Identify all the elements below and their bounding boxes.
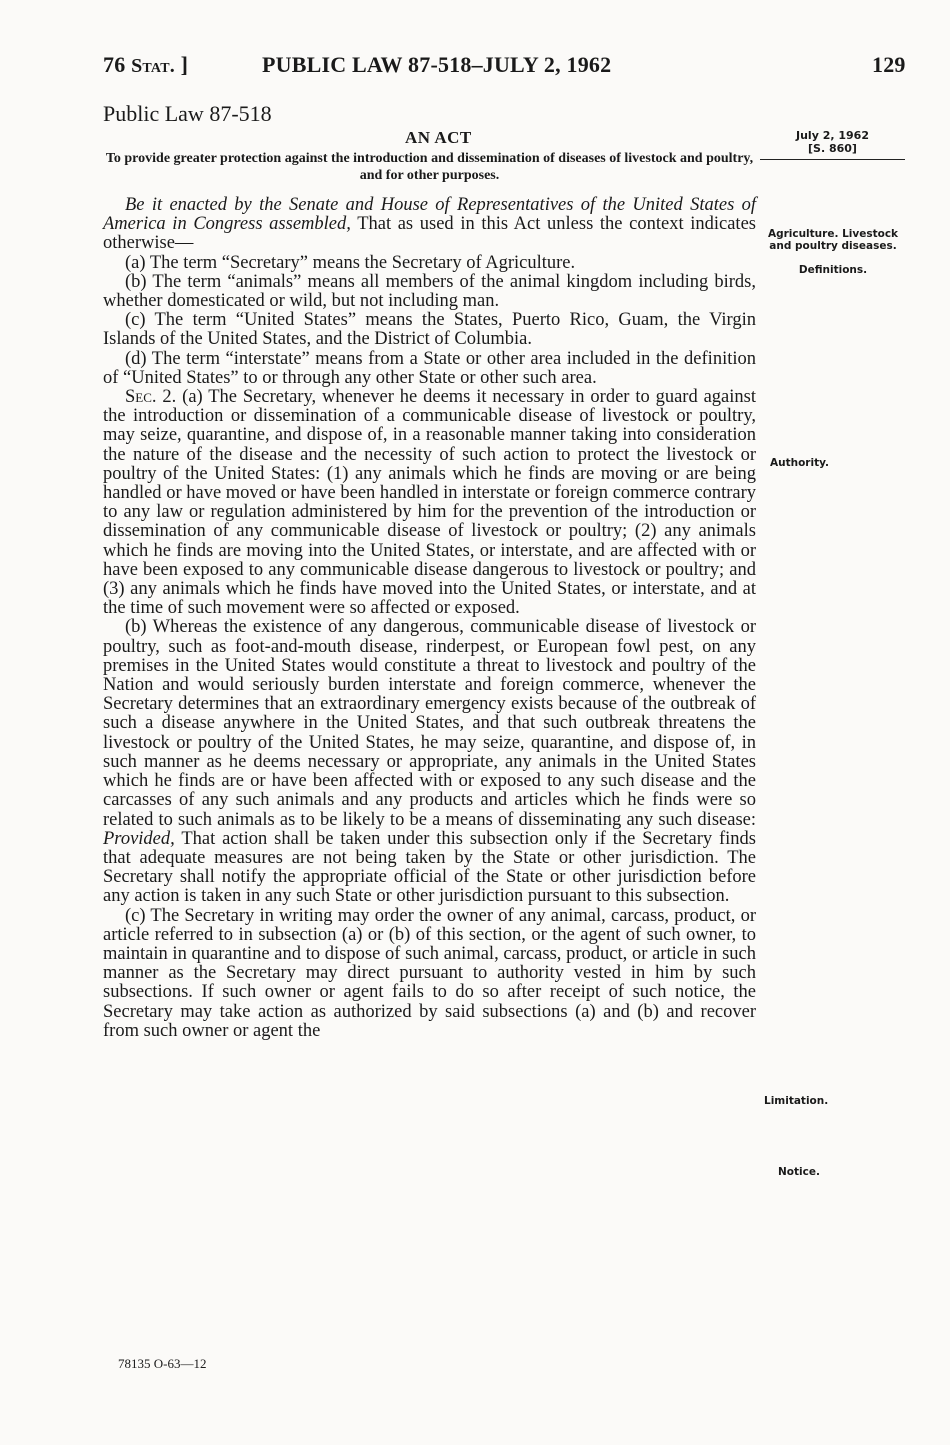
margin-rule [760, 159, 905, 160]
act-heading: AN ACT [405, 128, 472, 147]
print-code: 78135 O-63—12 [118, 1356, 207, 1371]
enacting-rest: That as used in this Act unless the context indicates otherwise— [103, 214, 756, 254]
sidenote-agriculture: Agriculture. Livestock and poultry diseases. [767, 228, 899, 252]
sidenote-authority: Authority. [770, 457, 829, 469]
statute-body [103, 196, 756, 1041]
provided-italic: Provided, [103, 828, 175, 849]
sidenote-limitation: Limitation. [764, 1095, 829, 1107]
enacting-clause [103, 196, 756, 254]
section-2a [103, 388, 756, 618]
page-number: 129 [872, 52, 906, 77]
margin-bill: [S. 860] [808, 142, 857, 155]
law-label: Public Law 87-518 [103, 101, 272, 126]
stat-bracket: ] [180, 52, 189, 77]
sidenote-notice: Notice. [778, 1166, 820, 1178]
page-title: PUBLIC LAW 87-518–JULY 2, 1962 [262, 52, 612, 77]
definition-a: (a) The term “Secretary” means the Secretary of Agriculture. [125, 252, 576, 273]
enacting-italic: Be it enacted by the Senate and House of Representatives of the United States of America in Congress assembled, [103, 195, 756, 235]
section-2b-rest: That action shall be taken under this subsection only if the Secretary finds that adequate measures are not being taken by the State or other jurisdiction. The Secretary shall notify the appropriate official of the State or other jurisdiction before any action is taken in any such State or other jurisdiction pursuant to this subsection. [103, 828, 756, 907]
definition-c: (c) The term “United States” means the States, Puerto Rico, Guam, the Virgin Islands of the United States, and the District of Columbia. [103, 310, 756, 350]
section-2c: (c) The Secretary in writing may order the owner of any animal, carcass, product, or article referred to in subsection (a) or (b) of this section, or the agent of such owner, to maintain in quarantine and to dispose of such animal, carcass, product, or article in such manner as the Secretary may direct pursuant to authority vested in him by such subsections. If such owner or agent fails to do so after receipt of such notice, the Secretary may take action as authorized by said subsections (a) and (b) and recover from such owner or agent the [103, 905, 756, 1041]
section-2b [103, 618, 756, 906]
stat-number: 76 [103, 52, 126, 77]
definition-d: (d) The term “interstate” means from a State or other area included in the definition of “United States” to or through any other State or other such area. [103, 348, 756, 388]
definition-b: (b) The term “animals” means all members of the animal kingdom including birds, whether domesticated or wild, but not including man. [103, 271, 756, 312]
statute-volume [103, 52, 188, 78]
section-2b-main: (b) Whereas the existence of any dangerous, communicable disease of livestock or poultry, such as foot-and-mouth disease, rinderpest, or European fowl pest, on any premises in the United States would constitute a threat to livestock and poultry of the Nation and would seriously burden interstate and foreign commerce, whenever the Secretary determines that an extraordinary emergency exists because of the outbreak of such a disease anywhere in the United States, and that such outbreak threatens the livestock or poultry of the United States, he may seize, quarantine, and dispose of, in such manner as he deems necessary or appropriate, any animals in the United States which he finds are or have been affected with or exposed to any such disease and the carcasses of any such animals and any products and articles which he finds were so related to such animals as to be likely to be a means of disseminating any such disease: [103, 617, 756, 830]
margin-date: July 2, 1962 [796, 129, 869, 142]
stat-label: Stat. [131, 55, 175, 77]
purpose-statement: To provide greater protection against the introduction and dissemination of diseases of livestock and poultry, and for other purposes. [105, 151, 754, 183]
margin-date-block [760, 129, 905, 155]
section-2a-text: (a) The Secretary, whenever he deems it necessary in order to guard against the introduction or dissemination of a communicable disease of livestock or poultry, may seize, quarantine, and dispose of, in a reasonable manner taking into consideration the nature of the disease and the necessity of such action to protect the livestock or poultry of the United States: (1) any animals which he finds are moving or are being handled or have moved or have been handled in interstate or foreign commerce contrary to any law or regulation administered by him for the prevention of the introduction or dissemination of any communicable disease of livestock or poultry; (2) any animals which he finds are moving into the United States, or interstate, and are affected with or have been exposed to any communicable disease dangerous to livestock or poultry; and (3) any animals which he finds have moved into the United States, or interstate, and at the time of such movement were so affected or exposed. [103, 387, 756, 619]
sidenote-definitions: Definitions. [798, 264, 868, 276]
section-2-label: Sec. 2. [125, 387, 177, 408]
